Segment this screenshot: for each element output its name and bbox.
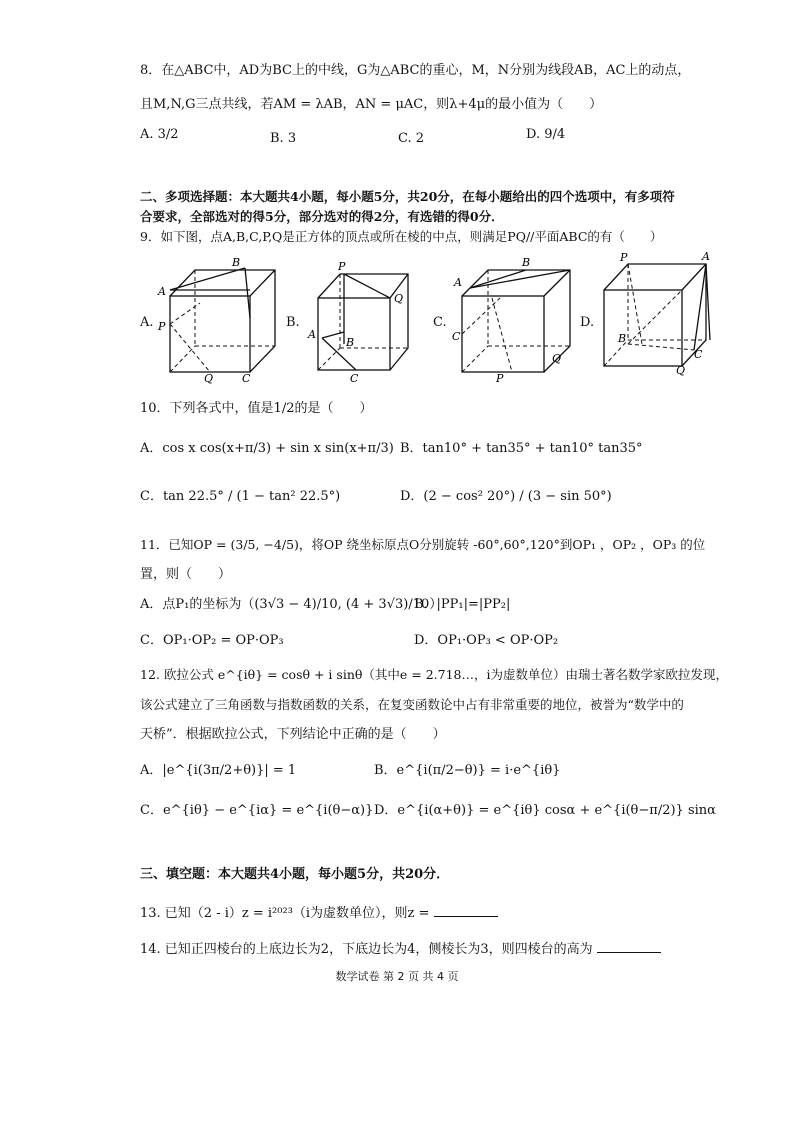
q12-stem-line1: 12. 欧拉公式 e^{iθ} = cosθ + i sinθ（其中e = 2.718…，i为虚数单位）由瑞士著名数学家欧拉发现， <box>140 667 728 682</box>
q9-cube-figure-a <box>160 258 285 387</box>
q14-stem-text: 14. 已知正四棱台的上底边长为2，下底边长为4，侧棱长为3，则四棱台的高为 <box>140 942 593 957</box>
q9c-label-c: C <box>452 330 461 343</box>
q9-option-c-label: C. <box>433 315 447 330</box>
q9b-label-q: Q <box>394 292 404 305</box>
q12-option-d: D．e^{i(α+θ)} = e^{iθ} cosα + e^{i(θ−π/2)} sinα <box>374 803 716 818</box>
q9-option-d-label: D. <box>580 315 595 330</box>
q13-answer-blank[interactable] <box>434 904 498 917</box>
q9d-label-p: P <box>620 251 628 264</box>
q10-option-d: D．(2 − cos² 20°) / (3 − sin 50°) <box>400 489 612 504</box>
q9b-label-c: C <box>350 372 359 385</box>
q9c-label-a: A <box>454 276 462 289</box>
q9-cube-figure-d <box>598 250 713 383</box>
q9b-label-a: A <box>308 328 316 341</box>
q9-cube-figure-b <box>308 262 408 386</box>
section2-heading-line1: 二、多项选择题：本大题共4小题，每小题5分，共20分，在每小题给出的四个选项中，有多项符 <box>140 189 675 204</box>
q9a-label-p: P <box>158 320 166 333</box>
q9a-label-c: C <box>242 372 251 385</box>
q9c-label-p: P <box>496 372 504 385</box>
q9b-label-p: P <box>338 260 346 273</box>
section2-heading-line2: 合要求，全部选对的得5分，部分选对的得2分，有选错的得0分． <box>140 209 504 224</box>
q9-option-b-label: B. <box>286 315 300 330</box>
q12-stem-line2: 该公式建立了三角函数与指数函数的关系，在复变函数论中占有非常重要的地位，被誉为“数学中的 <box>140 697 684 712</box>
q14-answer-blank[interactable] <box>597 940 661 953</box>
q11-option-b: B．|PP₁|=|PP₂| <box>414 597 511 612</box>
q9d-label-a: A <box>702 250 710 263</box>
q12-option-b: B．e^{i(π/2−θ)} = i·e^{iθ} <box>374 763 561 778</box>
q9d-label-q: Q <box>676 364 686 377</box>
q9c-label-b: B <box>522 256 531 269</box>
q11-option-c: C．OP₁·OP₂ = OP·OP₃ <box>140 633 284 648</box>
q9c-label-q: Q <box>552 352 562 365</box>
q9-stem: 9．如下图，点A,B,C,P,Q是正方体的顶点或所在棱的中点，则满足PQ//平面ABC的有（ ） <box>140 229 663 244</box>
q10-option-a: A．cos x cos(x+π/3) + sin x sin(x+π/3) <box>140 441 394 456</box>
q10-stem: 10．下列各式中，值是1/2的是（ ） <box>140 401 373 416</box>
q11-stem-line2: 置，则（ ） <box>140 567 232 582</box>
q9d-label-c: C <box>694 348 703 361</box>
q10-option-b: B．tan10° + tan35° + tan10° tan35° <box>400 441 643 456</box>
q9-cube-figure-c <box>452 258 582 387</box>
q8-stem-line1: 8．在△ABC中，AD为BC上的中线，G为△ABC的重心，M，N分别为线段AB，AC上的动点， <box>140 63 691 78</box>
q14-stem <box>140 940 661 959</box>
page-footer: 数学试卷 第 2 页 共 4 页 <box>335 970 459 983</box>
q9b-label-b: B <box>346 336 355 349</box>
q11-option-a: A．点P₁的坐标为（(3√3 − 4)/10, (4 + 3√3)/10） <box>140 597 443 612</box>
q11-option-d: D．OP₁·OP₃ < OP·OP₂ <box>414 633 559 648</box>
q8-option-a: A. 3/2 <box>140 127 179 142</box>
q8-option-c: C. 2 <box>398 131 425 146</box>
q9a-label-b: B <box>232 256 241 269</box>
q8-option-b: B. 3 <box>270 131 297 146</box>
q9a-label-q: Q <box>204 372 214 385</box>
q12-stem-line3: 天桥”．根据欧拉公式，下列结论中正确的是（ ） <box>140 727 446 742</box>
q9d-label-b: B <box>618 332 627 345</box>
q12-option-a: A．|e^{i(3π/2+θ)}| = 1 <box>140 763 297 778</box>
q8-option-d: D. 9/4 <box>526 127 566 142</box>
q10-option-c: C．tan 22.5° / (1 − tan² 22.5°) <box>140 489 341 504</box>
q12-option-c: C．e^{iθ} − e^{iα} = e^{i(θ−α)} <box>140 803 374 818</box>
q8-stem-line2: 且M,N,G三点共线，若AM = λAB，AN = μAC，则λ+4μ的最小值为（ ） <box>140 97 603 112</box>
section3-heading: 三、填空题：本大题共4小题，每小题5分，共20分． <box>140 867 450 882</box>
q11-stem-line1: 11．已知OP = (3/5, −4/5)，将OP 绕坐标原点O分别旋转 -60°,60°,120°到OP₁ ，OP₂ ，OP₃ 的位 <box>140 537 706 552</box>
q13-stem-text: 13. 已知（2 - i）z = i²⁰²³（i为虚数单位），则z = <box>140 906 430 921</box>
q9a-label-a: A <box>158 285 166 298</box>
q9-option-a-label: A. <box>140 315 154 330</box>
q13-stem <box>140 904 498 923</box>
